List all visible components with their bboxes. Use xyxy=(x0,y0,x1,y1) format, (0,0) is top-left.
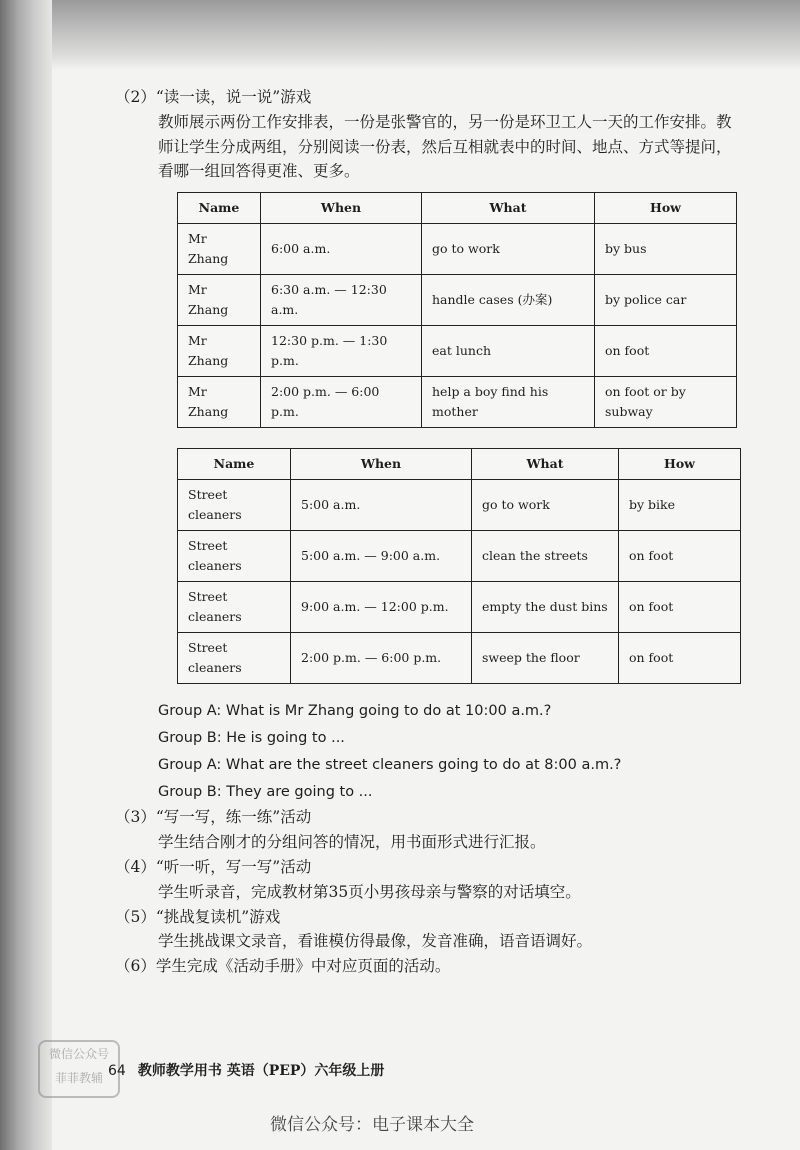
cell-when: 12:30 p.m. — 1:30 p.m. xyxy=(261,326,422,377)
table-row xyxy=(178,531,741,582)
cell-when: 6:30 a.m. — 12:30 a.m. xyxy=(261,275,422,326)
dialogue-line-1: Group A: What is Mr Zhang going to do at 10:00 a.m.? xyxy=(158,703,552,720)
section4-text: 学生听录音，完成教材第35页小男孩母亲与警察的对话填空。 xyxy=(158,882,581,901)
table-row xyxy=(178,582,741,633)
cell-how: on foot xyxy=(619,633,741,684)
section3-heading: （3）“写一写，练一练”活动 xyxy=(115,808,312,827)
section6-heading: （6）学生完成《活动手册》中对应页面的活动。 xyxy=(115,957,451,976)
column-header-what: What xyxy=(422,193,595,224)
cell-name: Mr Zhang xyxy=(178,275,261,326)
cell-what: eat lunch xyxy=(422,326,595,377)
stamp-line-2: 菲菲教辅 xyxy=(54,1071,103,1085)
page-content xyxy=(115,85,775,979)
table-header-row xyxy=(178,449,741,480)
book-title: 教师教学用书 英语（PEP）六年级上册 xyxy=(137,1063,385,1079)
street-cleaners-schedule-table xyxy=(177,448,741,684)
page-footer xyxy=(108,1060,384,1080)
cell-when: 2:00 p.m. — 6:00 p.m. xyxy=(291,633,472,684)
column-header-name: Name xyxy=(178,449,291,480)
cell-what: go to work xyxy=(422,224,595,275)
column-header-how: How xyxy=(619,449,741,480)
cell-how: by bike xyxy=(619,480,741,531)
column-header-name: Name xyxy=(178,193,261,224)
stamp-line-1: 微信公众号 xyxy=(48,1047,109,1061)
cell-what: help a boy find his mother xyxy=(422,377,595,428)
column-header-what: What xyxy=(472,449,619,480)
group-dialogue xyxy=(115,698,775,805)
cell-what: sweep the floor xyxy=(472,633,619,684)
section2-heading: （2）“读一读，说一说”游戏 xyxy=(115,88,312,106)
cell-when: 2:00 p.m. — 6:00 p.m. xyxy=(261,377,422,428)
watermark-text: 微信公众号：电子课本大全 xyxy=(270,1115,474,1135)
cell-name: Mr Zhang xyxy=(178,224,261,275)
section2-line-3: 看哪一组回答得更准、更多。 xyxy=(158,162,360,181)
page-binding-edge xyxy=(0,0,52,1150)
cell-when: 5:00 a.m. — 9:00 a.m. xyxy=(291,531,472,582)
column-header-when: When xyxy=(261,193,422,224)
column-header-how: How xyxy=(595,193,737,224)
page-number: 64 xyxy=(108,1063,126,1079)
cell-when: 5:00 a.m. xyxy=(291,480,472,531)
table-row xyxy=(178,224,737,275)
dialogue-line-4: Group B: They are going to ... xyxy=(158,783,373,800)
table-row xyxy=(178,275,737,326)
cell-how: on foot xyxy=(595,326,737,377)
cell-what: go to work xyxy=(472,480,619,531)
cell-what: handle cases (办案) xyxy=(422,275,595,326)
dialogue-line-2: Group B: He is going to ... xyxy=(158,730,345,746)
cell-name: Street cleaners xyxy=(178,582,291,633)
cell-name: Street cleaners xyxy=(178,480,291,531)
cell-name: Street cleaners xyxy=(178,633,291,684)
cell-how: on foot or by subway xyxy=(595,377,737,428)
table-header-row xyxy=(178,193,737,224)
cell-name: Mr Zhang xyxy=(178,326,261,377)
cell-name: Mr Zhang xyxy=(178,377,261,428)
table-row xyxy=(178,480,741,531)
section5-heading: （5）“挑战复读机”游戏 xyxy=(115,907,281,926)
section2-line-1: 教师展示两份工作安排表，一份是张警官的，另一份是环卫工人一天的工作安排。教 xyxy=(158,112,732,131)
page-top-shadow xyxy=(52,0,800,70)
section2-paragraph xyxy=(115,110,775,184)
dialogue-line-3: Group A: What are the street cleaners going to do at 8:00 a.m.? xyxy=(158,756,622,773)
cell-when: 9:00 a.m. — 12:00 p.m. xyxy=(291,582,472,633)
cell-when: 6:00 a.m. xyxy=(261,224,422,275)
table-row xyxy=(178,377,737,428)
mr-zhang-schedule-table xyxy=(177,192,737,428)
cell-how: on foot xyxy=(619,582,741,633)
cell-how: by police car xyxy=(595,275,737,326)
section4-heading: （4）“听一听，写一写”活动 xyxy=(115,858,312,877)
section5-text: 学生挑战课文录音，看谁模仿得最像，发音准确，语音语调好。 xyxy=(158,932,593,951)
cell-name: Street cleaners xyxy=(178,531,291,582)
section3-text: 学生结合刚才的分组问答的情况，用书面形式进行汇报。 xyxy=(158,833,546,852)
column-header-when: When xyxy=(291,449,472,480)
section2-line-2: 师让学生分成两组，分别阅读一份表，然后互相就表中的时间、地点、方式等提问， xyxy=(158,137,732,156)
table-row xyxy=(178,633,741,684)
table-row xyxy=(178,326,737,377)
cell-what: clean the streets xyxy=(472,531,619,582)
cell-how: by bus xyxy=(595,224,737,275)
cell-what: empty the dust bins xyxy=(472,582,619,633)
cell-how: on foot xyxy=(619,531,741,582)
